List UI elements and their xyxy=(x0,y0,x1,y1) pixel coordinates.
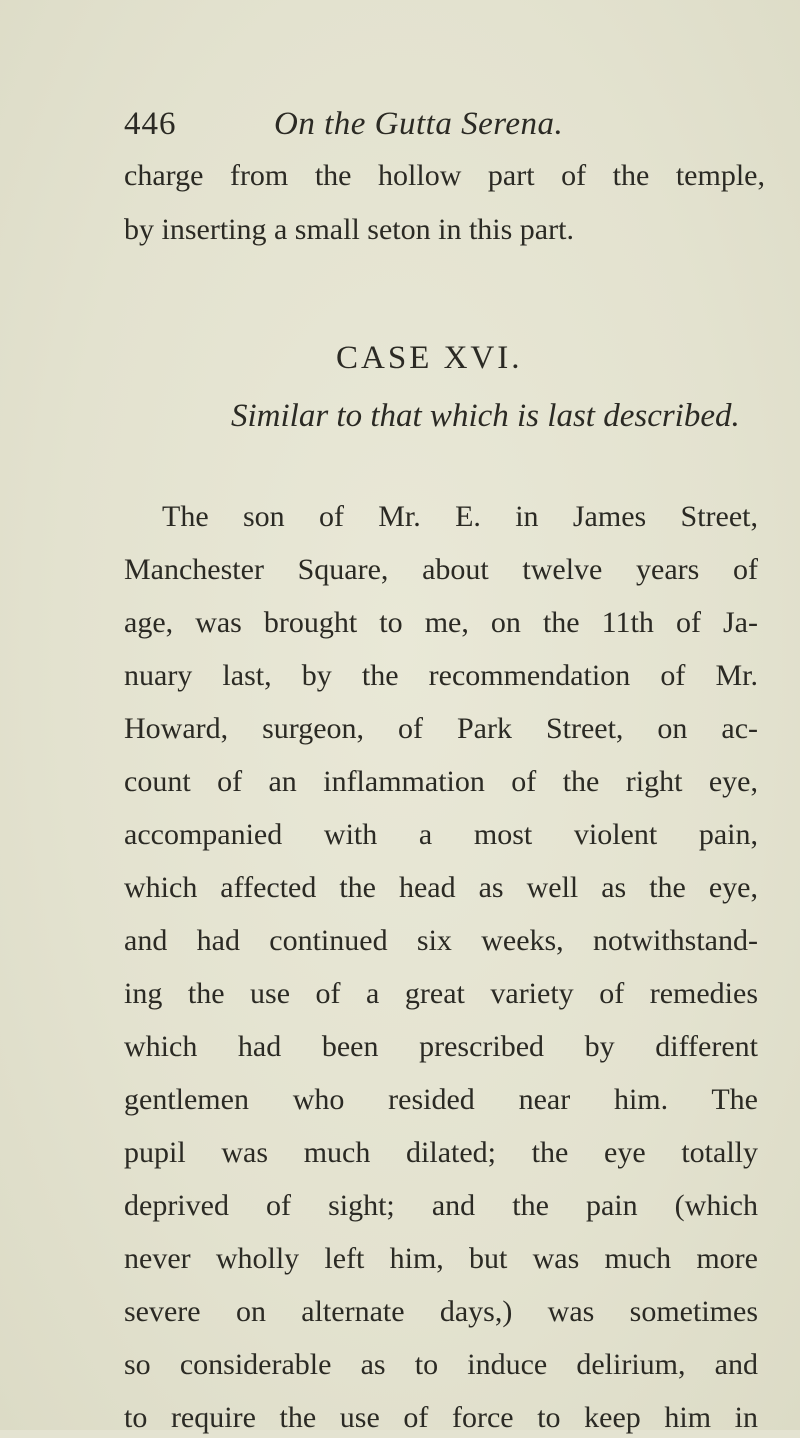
running-head: On the Gutta Serena. xyxy=(274,106,564,142)
text-line: which affected the head as well as the eye, xyxy=(124,871,758,904)
text-line: gentlemen who resided near him. The xyxy=(124,1083,758,1116)
text-line: by inserting a small seton in this part. xyxy=(124,213,574,246)
text-line: Manchester Square, about twelve years of xyxy=(124,553,758,586)
text-line: which had been prescribed by different xyxy=(124,1030,758,1063)
text-line: charge from the hollow part of the temple, xyxy=(124,159,765,192)
text-line: and had continued six weeks, notwithstand- xyxy=(124,924,758,957)
case-subtitle: Similar to that which is last described. xyxy=(231,398,740,434)
text-line: ing the use of a great variety of remedies xyxy=(124,977,758,1010)
text-line: nuary last, by the recommendation of Mr. xyxy=(124,659,758,692)
text-line: age, was brought to me, on the 11th of Ja- xyxy=(124,606,758,639)
page-number: 446 xyxy=(124,106,177,142)
text-line: pupil was much dilated; the eye totally xyxy=(124,1136,758,1169)
text-line: so considerable as to induce delirium, and xyxy=(124,1348,758,1381)
text-line: deprived of sight; and the pain (which xyxy=(124,1189,758,1222)
text-line: to require the use of force to keep him in xyxy=(124,1401,758,1434)
case-heading: CASE XVI. xyxy=(336,340,523,376)
text-line: count of an inflammation of the right eye, xyxy=(124,765,758,798)
page-header xyxy=(124,100,764,148)
text-line: The son of Mr. E. in James Street, xyxy=(162,500,758,533)
text-line: accompanied with a most violent pain, xyxy=(124,818,758,851)
text-line: never wholly left him, but was much more xyxy=(124,1242,758,1275)
text-line: Howard, surgeon, of Park Street, on ac- xyxy=(124,712,758,745)
text-line: severe on alternate days,) was sometimes xyxy=(124,1295,758,1328)
